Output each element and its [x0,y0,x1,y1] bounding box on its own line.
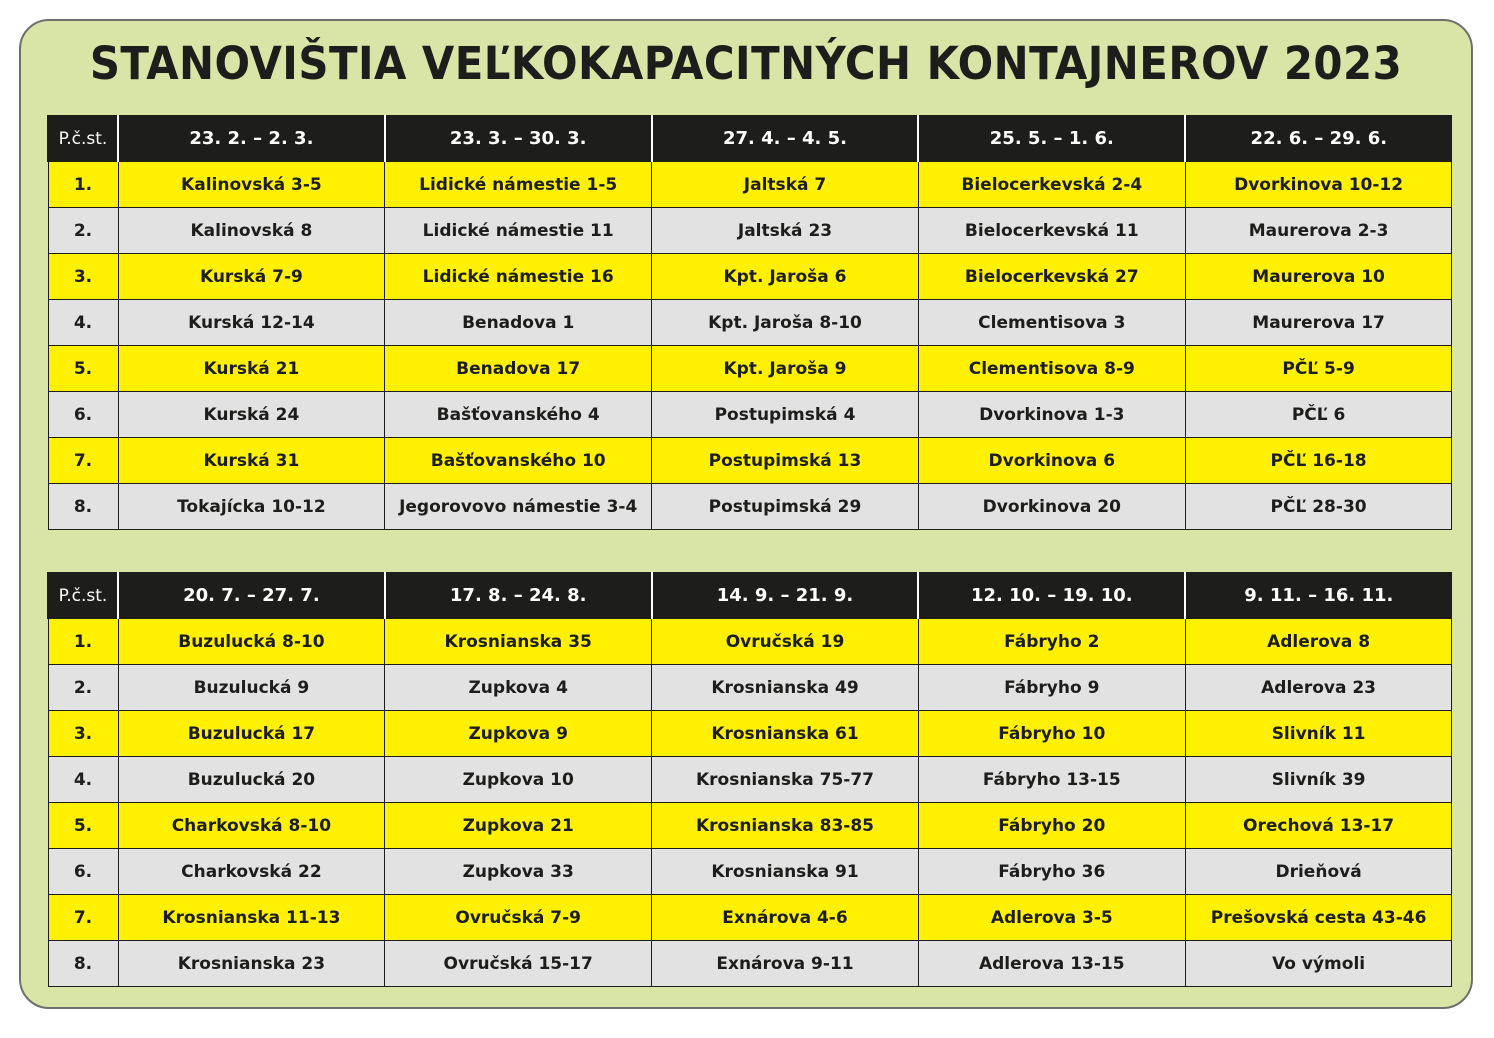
location-cell: PČĽ 28-30 [1185,484,1452,530]
location-cell: Jaltská 7 [652,162,919,208]
location-cell: Lidické námestie 16 [385,254,652,300]
location-cell: Krosnianska 23 [118,941,385,987]
location-cell: Benadova 1 [385,300,652,346]
date-column-header: 22. 6. – 29. 6. [1185,116,1452,162]
location-cell: Postupimská 29 [652,484,919,530]
location-cell: Buzulucká 17 [118,711,385,757]
location-cell: Dvorkinova 20 [918,484,1185,530]
table-header-row [48,573,1452,619]
location-cell: Krosnianska 49 [652,665,919,711]
table-body [48,162,1452,530]
schedule-panel [19,19,1473,1009]
location-cell: Zupkova 4 [385,665,652,711]
number-column-header: P.č.st. [48,573,118,619]
location-cell: Bielocerkevská 11 [918,208,1185,254]
location-cell: PČĽ 5-9 [1185,346,1452,392]
location-cell: Zupkova 33 [385,849,652,895]
location-cell: Postupimská 13 [652,438,919,484]
table-row [48,254,1452,300]
station-number: 2. [48,208,118,254]
date-column-header: 20. 7. – 27. 7. [118,573,385,619]
location-cell: Fábryho 20 [918,803,1185,849]
location-cell: Bašťovanského 10 [385,438,652,484]
table-row [48,757,1452,803]
location-cell: Zupkova 9 [385,711,652,757]
location-cell: PČĽ 16-18 [1185,438,1452,484]
location-cell: Maurerova 10 [1185,254,1452,300]
table-row [48,803,1452,849]
location-cell: Adlerova 8 [1185,619,1452,665]
date-column-header: 9. 11. – 16. 11. [1185,573,1452,619]
location-cell: Buzulucká 8-10 [118,619,385,665]
location-cell: Dvorkinova 6 [918,438,1185,484]
date-column-header: 17. 8. – 24. 8. [385,573,652,619]
location-cell: Maurerova 2-3 [1185,208,1452,254]
location-cell: Zupkova 21 [385,803,652,849]
location-cell: Bielocerkevská 2-4 [918,162,1185,208]
location-cell: Kalinovská 3-5 [118,162,385,208]
location-cell: Clementisova 3 [918,300,1185,346]
location-cell: Kpt. Jaroša 6 [652,254,919,300]
date-column-header: 23. 3. – 30. 3. [385,116,652,162]
location-cell: Ovručská 19 [652,619,919,665]
date-column-header: 14. 9. – 21. 9. [652,573,919,619]
table-row [48,665,1452,711]
schedule-table-1 [47,115,1452,530]
date-column-header: 12. 10. – 19. 10. [918,573,1185,619]
location-cell: Fábryho 36 [918,849,1185,895]
station-number: 4. [48,757,118,803]
location-cell: Tokajícka 10-12 [118,484,385,530]
location-cell: Exnárova 9-11 [652,941,919,987]
location-cell: Charkovská 8-10 [118,803,385,849]
station-number: 1. [48,162,118,208]
station-number: 5. [48,803,118,849]
location-cell: PČĽ 6 [1185,392,1452,438]
location-cell: Benadova 17 [385,346,652,392]
location-cell: Jegorovovo námestie 3-4 [385,484,652,530]
location-cell: Adlerova 3-5 [918,895,1185,941]
location-cell: Zupkova 10 [385,757,652,803]
number-column-header: P.č.st. [48,116,118,162]
location-cell: Prešovská cesta 43-46 [1185,895,1452,941]
table-row [48,162,1452,208]
location-cell: Kurská 21 [118,346,385,392]
location-cell: Charkovská 22 [118,849,385,895]
location-cell: Dvorkinova 1-3 [918,392,1185,438]
station-number: 7. [48,438,118,484]
location-cell: Dvorkinova 10-12 [1185,162,1452,208]
table-row [48,895,1452,941]
station-number: 8. [48,941,118,987]
location-cell: Exnárova 4-6 [652,895,919,941]
date-column-header: 27. 4. – 4. 5. [652,116,919,162]
location-cell: Adlerova 23 [1185,665,1452,711]
station-number: 5. [48,346,118,392]
table-row [48,300,1452,346]
station-number: 3. [48,254,118,300]
location-cell: Fábryho 9 [918,665,1185,711]
table-body [48,619,1452,987]
station-number: 2. [48,665,118,711]
table-row [48,484,1452,530]
schedule-table-2 [47,572,1452,987]
location-cell: Postupimská 4 [652,392,919,438]
location-cell: Krosnianska 11-13 [118,895,385,941]
location-cell: Kurská 7-9 [118,254,385,300]
table-row [48,711,1452,757]
location-cell: Krosnianska 61 [652,711,919,757]
location-cell: Orechová 13-17 [1185,803,1452,849]
location-cell: Kpt. Jaroša 8-10 [652,300,919,346]
location-cell: Krosnianska 75-77 [652,757,919,803]
station-number: 4. [48,300,118,346]
location-cell: Kurská 12-14 [118,300,385,346]
location-cell: Krosnianska 83-85 [652,803,919,849]
location-cell: Fábryho 13-15 [918,757,1185,803]
location-cell: Buzulucká 9 [118,665,385,711]
station-number: 3. [48,711,118,757]
location-cell: Kpt. Jaroša 9 [652,346,919,392]
table-header-row [48,116,1452,162]
location-cell: Fábryho 10 [918,711,1185,757]
table-row [48,438,1452,484]
location-cell: Clementisova 8-9 [918,346,1185,392]
location-cell: Maurerova 17 [1185,300,1452,346]
location-cell: Ovručská 15-17 [385,941,652,987]
table-row [48,346,1452,392]
location-cell: Drieňová [1185,849,1452,895]
station-number: 6. [48,392,118,438]
location-cell: Jaltská 23 [652,208,919,254]
page-title: STANOVIŠTIA VEĽKOKAPACITNÝCH KONTAJNEROV 2023 [89,37,1403,90]
location-cell: Slivník 11 [1185,711,1452,757]
location-cell: Adlerova 13-15 [918,941,1185,987]
date-column-header: 25. 5. – 1. 6. [918,116,1185,162]
station-number: 6. [48,849,118,895]
station-number: 1. [48,619,118,665]
location-cell: Krosnianska 35 [385,619,652,665]
location-cell: Lidické námestie 1-5 [385,162,652,208]
location-cell: Fábryho 2 [918,619,1185,665]
location-cell: Kurská 24 [118,392,385,438]
location-cell: Buzulucká 20 [118,757,385,803]
location-cell: Vo výmoli [1185,941,1452,987]
location-cell: Slivník 39 [1185,757,1452,803]
table-row [48,849,1452,895]
table-row [48,392,1452,438]
location-cell: Krosnianska 91 [652,849,919,895]
location-cell: Ovručská 7-9 [385,895,652,941]
table-row [48,208,1452,254]
location-cell: Bielocerkevská 27 [918,254,1185,300]
table-row [48,941,1452,987]
table-row [48,619,1452,665]
station-number: 7. [48,895,118,941]
location-cell: Lidické námestie 11 [385,208,652,254]
location-cell: Bašťovanského 4 [385,392,652,438]
station-number: 8. [48,484,118,530]
location-cell: Kalinovská 8 [118,208,385,254]
date-column-header: 23. 2. – 2. 3. [118,116,385,162]
location-cell: Kurská 31 [118,438,385,484]
